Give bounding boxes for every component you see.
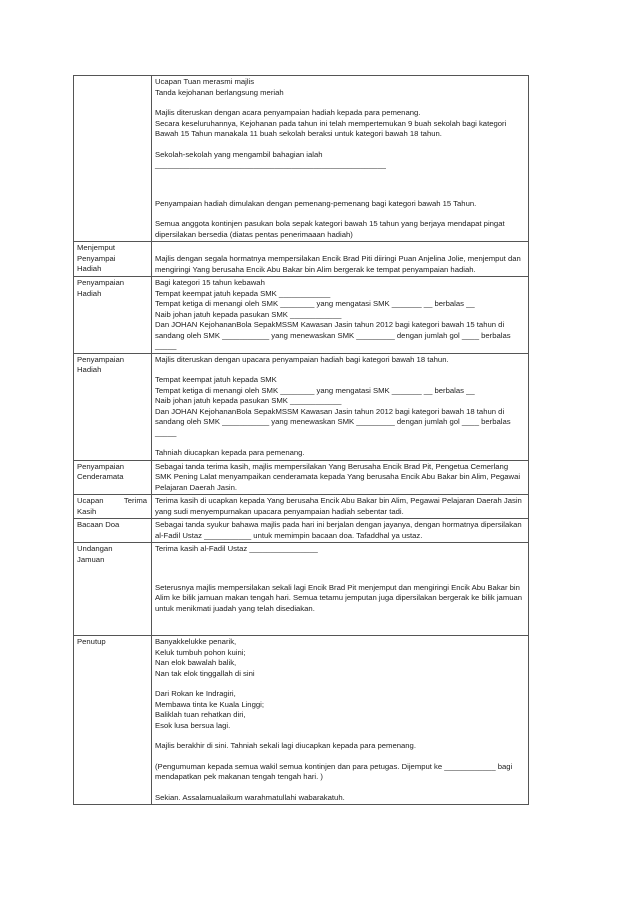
- row-label: Menjemput Penyampai Hadiah: [74, 242, 152, 277]
- text-line: (Pengumuman kepada semua wakil semua kontinjen dan para petugas. Dijemput ke ____________ bagi mendapatkan pek makanan tengah tengah hari. ): [155, 761, 513, 781]
- table-row: [74, 519, 529, 543]
- text-line: Majlis diteruskan dengan upacara penyampaian hadiah bagi kategori bawah 18 tahun.: [155, 354, 449, 364]
- text-line: Majlis berakhir di sini. Tahniah sekali lagi diucapkan kepada para pemenang.: [155, 741, 416, 750]
- program-table: [73, 75, 529, 805]
- row-content: [152, 76, 529, 242]
- text-line: Majlis diteruskan dengan acara penyampaian hadiah kepada para pemenang.: [155, 108, 421, 117]
- pantun-verse: Banyakkelukke penarik, Keluk tumbuh pohon kuini; Nan elok bawalah balik, Nan tak elok tinggallah di sini: [155, 637, 255, 678]
- row-content: [152, 519, 529, 543]
- table-row: [74, 495, 529, 519]
- table-row: [74, 76, 529, 242]
- row-content: [152, 543, 529, 636]
- table-row: [74, 543, 529, 636]
- text-line: Tempat keempat jatuh kepada SMK Tempat ketiga di menangi oleh SMK ________ yang mengatasi SMK _______ __ berbalas __ Naib johan jatuh kepada pasukan SMK ____________ Dan JOHAN KejohananBola SepakMSSM Kawasan Jasin tahun 2012 bagi kategori bawah 18 tahun di sandang oleh SMK ___________ yang menewaskan SMK _________ dengan jumlah gol ____ berbalas _____: [155, 375, 511, 437]
- text-line: Sebagai tanda terima kasih, majlis mempersilakan Yang Berusaha Encik Brad Pit, Pengetua Cemerlang SMK Pening Lalat menyampaikan cenderamata kepada Yang berusaha Encik Abu Bakar bin Alim, Pegawai Pelajaran Daerah Jasin.: [155, 461, 521, 492]
- text-line: Majlis dengan segala hormatnya mempersilakan Encik Brad Piti diiringi Puan Anjelina Jolie, menjemput dan mengiringi Yang berusaha Encik Abu Bakar bin Alim bergerak ke tempat penyampaian hadiah.: [155, 254, 521, 274]
- table-row: [74, 277, 529, 354]
- text-line: Terima kasih di ucapkan kepada Yang berusaha Encik Abu Bakar bin Alim, Pegawai Pelajaran Daerah Jasin yang sudi menyempurnakan upacara penyampaian hadiah sebentar tadi.: [155, 496, 522, 516]
- text-line: Terima kasih al-Fadil Ustaz ________________: [155, 544, 318, 553]
- row-label: Ucapan Terima Kasih: [74, 495, 152, 519]
- row-content: [152, 242, 529, 277]
- table-row: [74, 242, 529, 277]
- text-line: Sekolah-sekolah yang mengambil bahagian ialah: [155, 149, 323, 159]
- row-label: [74, 76, 152, 242]
- text-line: Semua anggota kontinjen pasukan bola sepak kategori bawah 15 tahun yang berjaya mendapat pingat dipersilakan bersedia (diatas pentas penerimaaan hadiah): [155, 219, 505, 239]
- text-line: Bagi kategori 15 tahun kebawah Tempat keempat jatuh kepada SMK ____________ Tempat ketiga di menangi oleh SMK ________ yang mengatasi SMK _______ __ berbalas __ Naib johan jatuh kepada pasukan SMK ____________ Dan JOHAN KejohananBola SepakMSSM Kawasan Jasin tahun 2012 bagi kategori bawah 15 tahun di sandang oleh SMK ___________ yang menewaskan SMK _________ dengan jumlah gol ____ berbalas _____: [155, 278, 511, 350]
- row-content: [152, 277, 529, 354]
- pantun-verse: Dari Rokan ke Indragiri, Membawa tinta ke Kuala Linggi; Baliklah tuan rehatkan diri, Esok lusa bersua lagi.: [155, 689, 264, 730]
- row-label: Penyampaian Cenderamata: [74, 460, 152, 495]
- table-row: [74, 353, 529, 460]
- text-line: Tahniah diucapkan kepada para pemenang.: [155, 448, 305, 457]
- text-line: Sebagai tanda syukur bahawa majlis pada hari ini berjalan dengan jayanya, dengan hormatnya dipersilakan al-Fadil Ustaz ___________ untuk memimpin bacaan doa. Tafaddhal ya ustaz.: [155, 520, 522, 540]
- row-content: [152, 495, 529, 519]
- blank-line: ______________________________________________________: [155, 160, 386, 169]
- row-label: Undangan Jamuan: [74, 543, 152, 636]
- row-content: [152, 460, 529, 495]
- row-label: Penyampaian Hadiah: [74, 353, 152, 460]
- row-content: [152, 353, 529, 460]
- row-content: [152, 636, 529, 805]
- row-label: Penutup: [74, 636, 152, 805]
- table-row: [74, 460, 529, 495]
- text-line: Ucapan Tuan merasmi majlis: [155, 77, 255, 86]
- text-line: Seterusnya majlis mempersilakan sekali lagi Encik Brad Pit menjemput dan mengiringi Encik Abu Bakar bin Alim ke bilik jamuan makan tengah hari. Semua tetamu jemputan juga dipersilakan bergerak ke bilik jamuan untuk menikmati juadah yang telah disediakan.: [155, 582, 523, 613]
- text-line: Penyampaian hadiah dimulakan dengan pemenang-pemenang bagi kategori bawah 15 Tahun.: [155, 198, 477, 208]
- text-line: Tanda kejohanan berlangsung meriah: [155, 87, 284, 97]
- row-label: Penyampaian Hadiah: [74, 277, 152, 354]
- row-label: Bacaan Doa: [74, 519, 152, 543]
- text-line: Sekian. Assalamualaikum warahmatullahi wabarakatuh.: [155, 792, 345, 802]
- text-line: Secara keseluruhannya, Kejohanan pada tahun ini telah mempertemukan 9 buah sekolah bagi kategori Bawah 15 Tahun manakala 11 buah sekolah beraksi untuk kategori bawah 18 tahun.: [155, 118, 507, 138]
- table-row: [74, 636, 529, 805]
